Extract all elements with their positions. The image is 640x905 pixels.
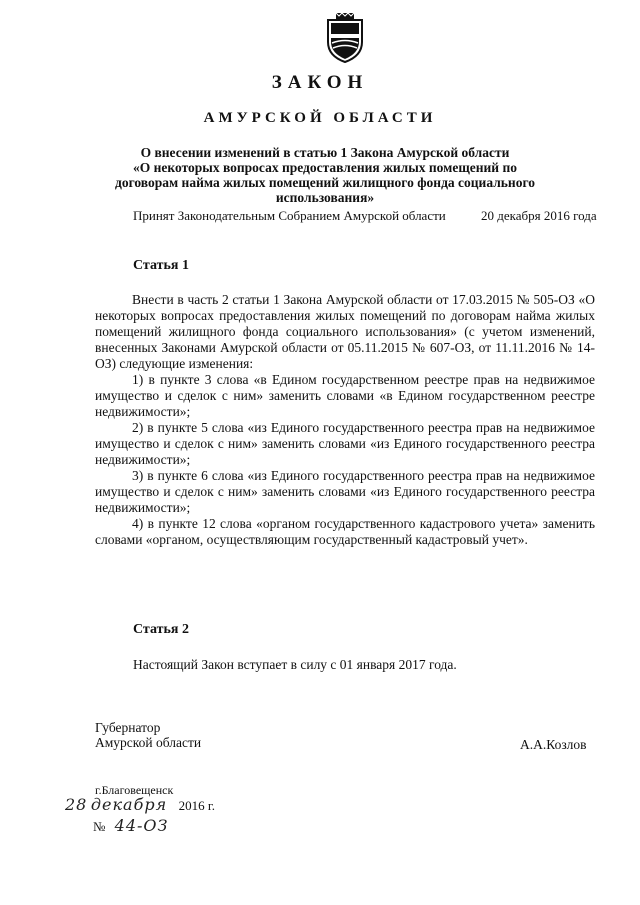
law-number-prefix: № [93, 819, 106, 834]
signatory-name: А.А.Козлов [520, 737, 587, 752]
signing-month: декабря [90, 795, 168, 814]
signing-place: г.Благовещенск [95, 783, 174, 797]
signing-day: 28 [65, 795, 88, 814]
adopted-by: Принят Законодательным Собранием Амурской области [133, 208, 446, 223]
law-number [93, 816, 169, 835]
article-1-body [95, 292, 595, 548]
article-1-item: 4) в пункте 12 слова «органом государственного кадастрового учета» заменить словами «органом, осуществляющим государственный кадастровый учет». [95, 516, 595, 547]
law-name-line: использования» [275, 190, 375, 205]
law-name-line: О внесении изменений в статью 1 Закона Амурской области [140, 145, 510, 160]
signing-date [65, 795, 215, 815]
law-name [95, 145, 555, 205]
article-1-intro: Внести в часть 2 статьи 1 Закона Амурской области от 17.03.2015 № 505-ОЗ «О некоторых вопросах предоставления жилых помещений по договорам найма жилых помещений жилищного фонда социального использования» (с учетом изменений, внесенных Законами Амурской области от 05.11.2015 № 607-ОЗ, от 11.11.2016 № 14-ОЗ) следующие изменения: [95, 292, 595, 371]
document-subtitle: АМУРСКОЙ ОБЛАСТИ [203, 110, 437, 126]
article-2-text: Настоящий Закон вступает в силу с 01 января 2017 года. [133, 657, 457, 672]
article-2-title: Статья 2 [133, 622, 189, 637]
amur-oblast-coat-of-arms-icon [322, 12, 368, 64]
signatory-position [95, 720, 201, 750]
document-title: ЗАКОН [271, 72, 369, 93]
article-1-item: 1) в пункте 3 слова «в Едином государственном реестре прав на недвижимое имущество и сделок с ним» заменить словами «в Едином государственном реестре недвижимости»; [95, 372, 595, 419]
article-1-item: 3) в пункте 6 слова «из Единого государственного реестра прав на недвижимое имущество и сделок с ним» заменить словами «из Единого государственного реестра недвижимости»; [95, 468, 595, 515]
law-number-value: 44-ОЗ [114, 816, 169, 835]
adopted-date: 20 декабря 2016 года [481, 208, 597, 223]
article-1-item: 2) в пункте 5 слова «из Единого государственного реестра прав на недвижимое имущество и сделок с ним» заменить словами «из Единого государственного реестра недвижимости»; [95, 420, 595, 467]
article-1-title: Статья 1 [133, 258, 189, 273]
signatory-position-line: Губернатор [95, 720, 161, 735]
signing-year: 2016 г. [178, 798, 216, 813]
signatory-position-line: Амурской области [95, 735, 202, 750]
law-name-line: договорам найма жилых помещений жилищного фонда социального [114, 175, 535, 190]
law-name-line: «О некоторых вопросах предоставления жилых помещений по [133, 160, 517, 175]
